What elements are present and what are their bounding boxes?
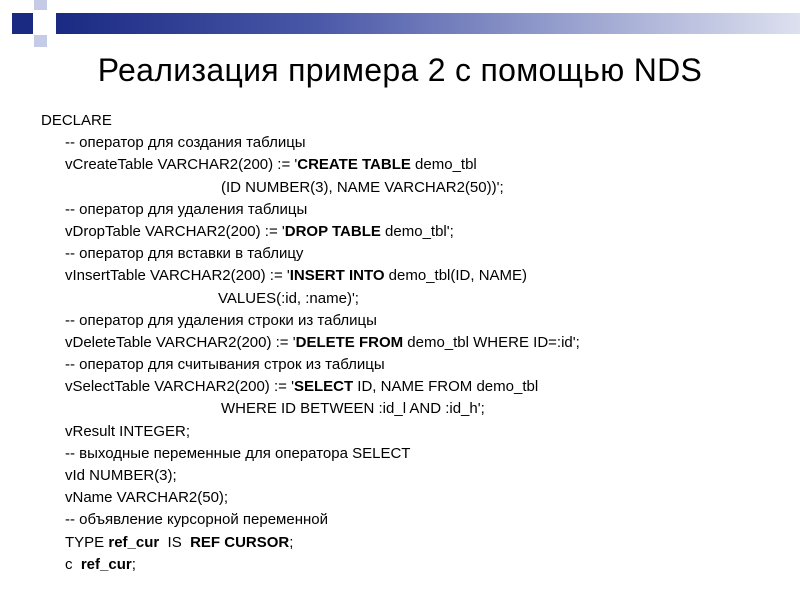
code-text: ; (131, 555, 136, 573)
code-text: demo_tbl WHERE ID=:id'; (403, 333, 580, 351)
code-keyword: ref_cur (108, 533, 160, 551)
code-line (41, 132, 781, 154)
code-text: (ID NUMBER(3), NAME VARCHAR2(50))'; (221, 178, 504, 196)
code-line (41, 265, 781, 287)
code-keyword: DROP TABLE (284, 222, 381, 240)
code-text: vDeleteTable VARCHAR2(200) := ' (65, 333, 296, 351)
code-line (41, 332, 781, 354)
deco-square-navy-1 (12, 13, 33, 34)
code-text: vCreateTable VARCHAR2(200) := ' (65, 156, 298, 174)
code-line (41, 398, 781, 420)
code-keyword: ref_cur (80, 555, 132, 573)
code-text: vSelectTable VARCHAR2(200) := ' (65, 378, 294, 396)
slide-title: Реализация примера 2 с помощью NDS (97, 52, 703, 88)
code-keyword: REF CURSOR (190, 533, 290, 551)
code-keyword: CREATE TABLE (297, 156, 411, 174)
code-line (41, 443, 781, 465)
code-text: -- оператор для вставки в таблицу (65, 245, 304, 263)
code-line (41, 177, 781, 199)
code-line (41, 487, 781, 509)
code-line (41, 110, 781, 132)
code-text: WHERE ID BETWEEN :id_l AND :id_h'; (221, 400, 485, 418)
code-line (41, 509, 781, 531)
code-text: vName VARCHAR2(50); (65, 489, 229, 507)
code-text: demo_tbl(ID, NAME) (384, 267, 528, 285)
code-text: demo_tbl (410, 156, 477, 174)
code-text: ; (289, 533, 294, 551)
code-text: -- оператор для удаления строки из таблицы (65, 311, 377, 329)
code-line (41, 288, 781, 310)
code-line (41, 221, 781, 243)
code-line (41, 376, 781, 398)
code-text: c (65, 555, 81, 573)
code-line (41, 310, 781, 332)
code-text: -- оператор для считывания строк из таблицы (65, 356, 385, 374)
code-text: VALUES(:id, :name)'; (218, 289, 359, 307)
code-text: demo_tbl'; (380, 222, 454, 240)
code-text: ID, NAME FROM demo_tbl (353, 378, 539, 396)
code-line (41, 154, 781, 176)
code-text: DECLARE (41, 112, 112, 129)
deco-square-light-2 (34, 35, 47, 47)
code-block (41, 110, 781, 576)
code-line (41, 554, 781, 576)
code-keyword: INSERT INTO (289, 267, 385, 285)
code-text: vDropTable VARCHAR2(200) := ' (65, 222, 285, 240)
code-text: IS (159, 533, 191, 551)
code-line (41, 199, 781, 221)
code-text: vInsertTable VARCHAR2(200) := ' (65, 267, 290, 285)
code-line (41, 532, 781, 554)
code-text: -- оператор для создания таблицы (65, 134, 306, 152)
code-text: TYPE (65, 533, 109, 551)
code-line (41, 465, 781, 487)
code-text: -- оператор для удаления таблицы (65, 200, 308, 218)
code-text: -- выходные переменные для оператора SELECT (65, 444, 411, 462)
code-keyword: SELECT (293, 378, 354, 396)
code-keyword: DELETE FROM (295, 333, 404, 351)
code-text: vId NUMBER(3); (65, 467, 177, 484)
deco-square-light-1 (34, 0, 47, 10)
code-line (41, 243, 781, 265)
code-line (41, 421, 781, 443)
code-text: vResult INTEGER; (65, 422, 191, 440)
header-gradient-bar (56, 13, 800, 34)
code-text: -- объявление курсорной переменной (65, 511, 329, 529)
code-line (41, 354, 781, 376)
